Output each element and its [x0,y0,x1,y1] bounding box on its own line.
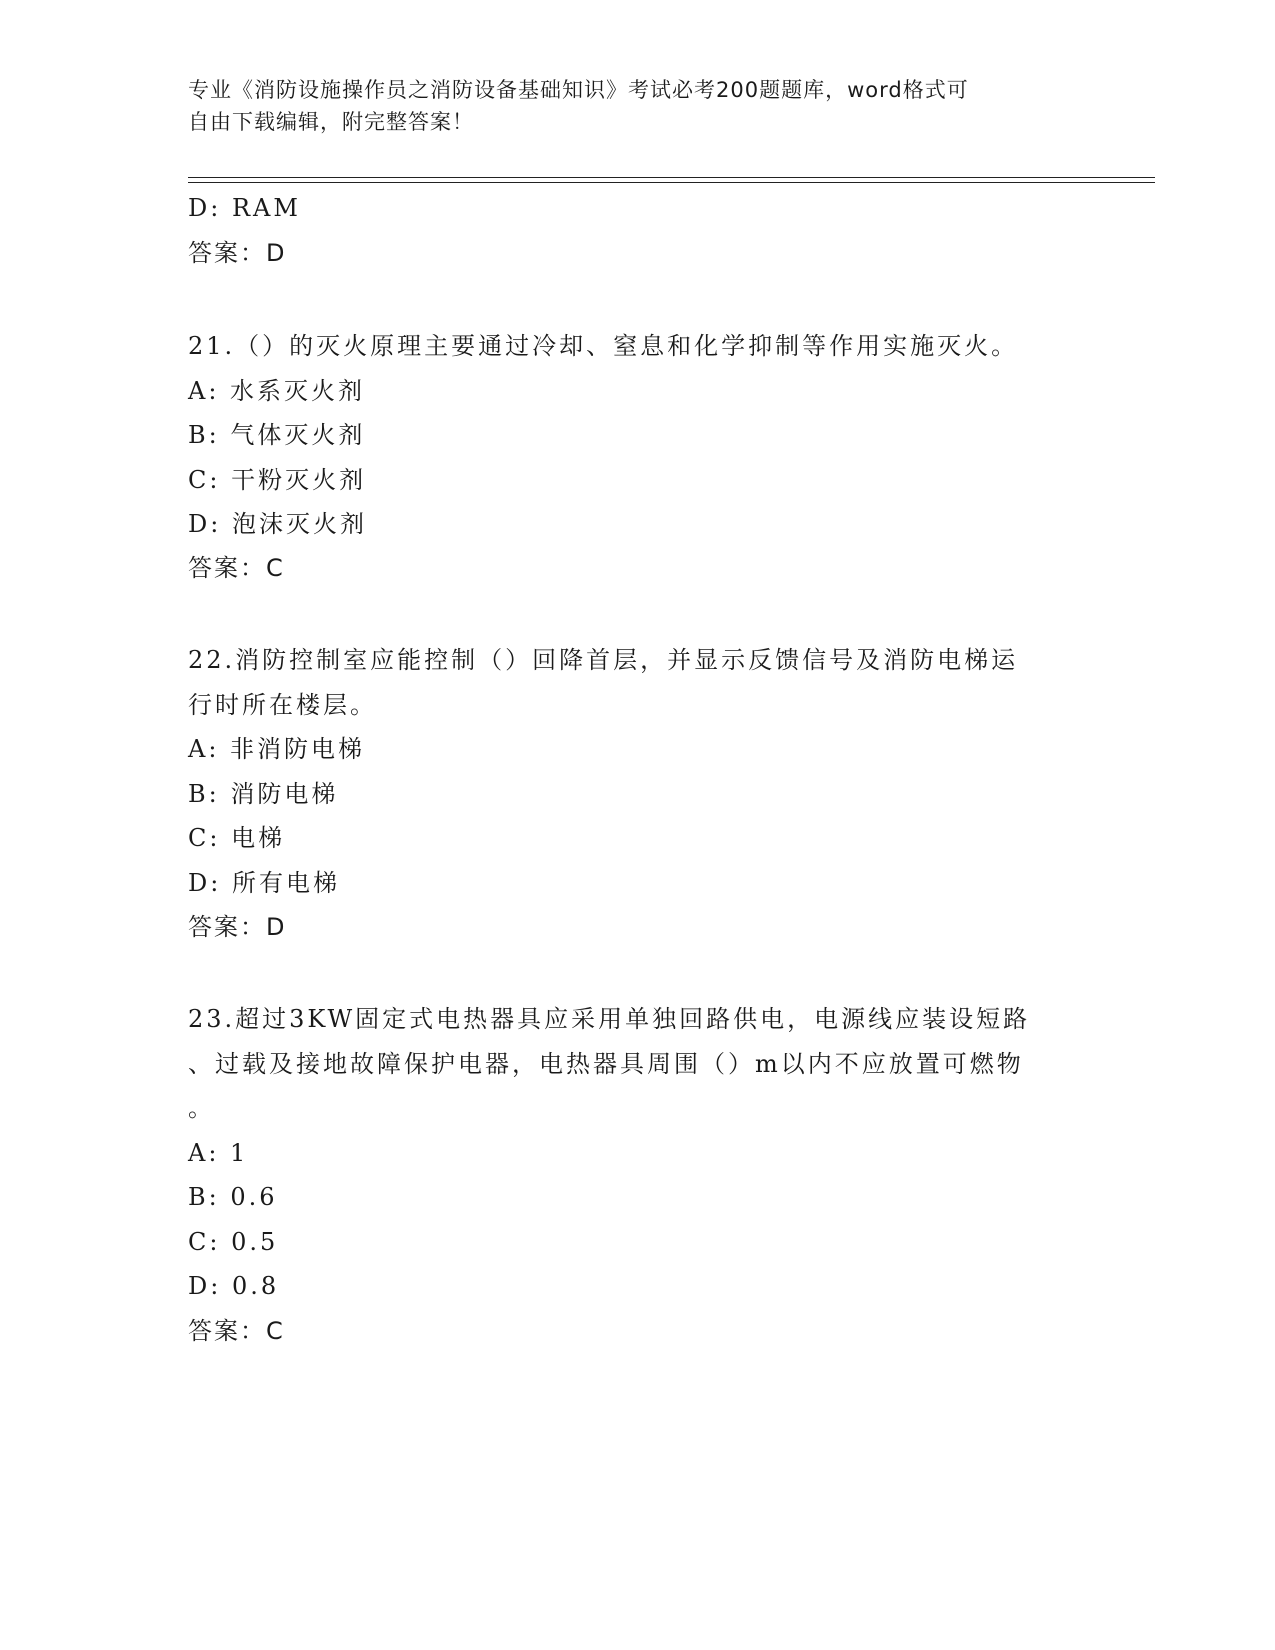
q22-answer: 答案：D [188,913,287,941]
q22-option-c: C: 电梯 [188,824,286,852]
header-line-1: 专业《消防设施操作员之消防设备基础知识》考试必考200题题库，word格式可 [188,78,969,102]
q21-option-b: B: 气体灭火剂 [188,421,366,449]
q23-option-a: A: 1 [188,1139,249,1167]
q21-answer: 答案：C [188,554,285,582]
q23-option-b: B: 0.6 [188,1183,278,1211]
header-rule-bottom [188,182,1155,183]
prev-option-d: D: RAM [188,194,301,222]
q22-option-b: B: 消防电梯 [188,780,339,808]
q21-option-d: D: 泡沫灭火剂 [188,510,367,538]
q21-stem: 21.（）的灭火原理主要通过冷却、窒息和化学抑制等作用实施灭火。 [188,332,1019,360]
q21-option-c: C: 干粉灭火剂 [188,466,367,494]
q22-option-d: D: 所有电梯 [188,869,340,897]
q23-stem-line-2: 、过载及接地故障保护电器，电热器具周围（）m以内不应放置可燃物 [188,1050,1024,1078]
header-line-2: 自由下载编辑，附完整答案！ [188,110,474,134]
header-rule-top [188,177,1155,178]
q22-stem-line-2: 行时所在楼层。 [188,691,377,719]
q23-answer: 答案：C [188,1317,285,1345]
q23-option-c: C: 0.5 [188,1228,279,1256]
document-header [188,74,1068,138]
q22-stem-line-1: 22.消防控制室应能控制（）回降首层，并显示反馈信号及消防电梯运 [188,646,1019,674]
q23-stem-line-3: 。 [188,1094,215,1122]
q22-option-a: A: 非消防电梯 [188,735,366,763]
q23-option-d: D: 0.8 [188,1272,280,1300]
q23-stem-line-1: 23.超过3KW固定式电热器具应采用单独回路供电，电源线应装设短路 [188,1005,1031,1033]
q21-option-a: A: 水系灭火剂 [188,377,366,405]
prev-answer: 答案：D [188,239,287,267]
